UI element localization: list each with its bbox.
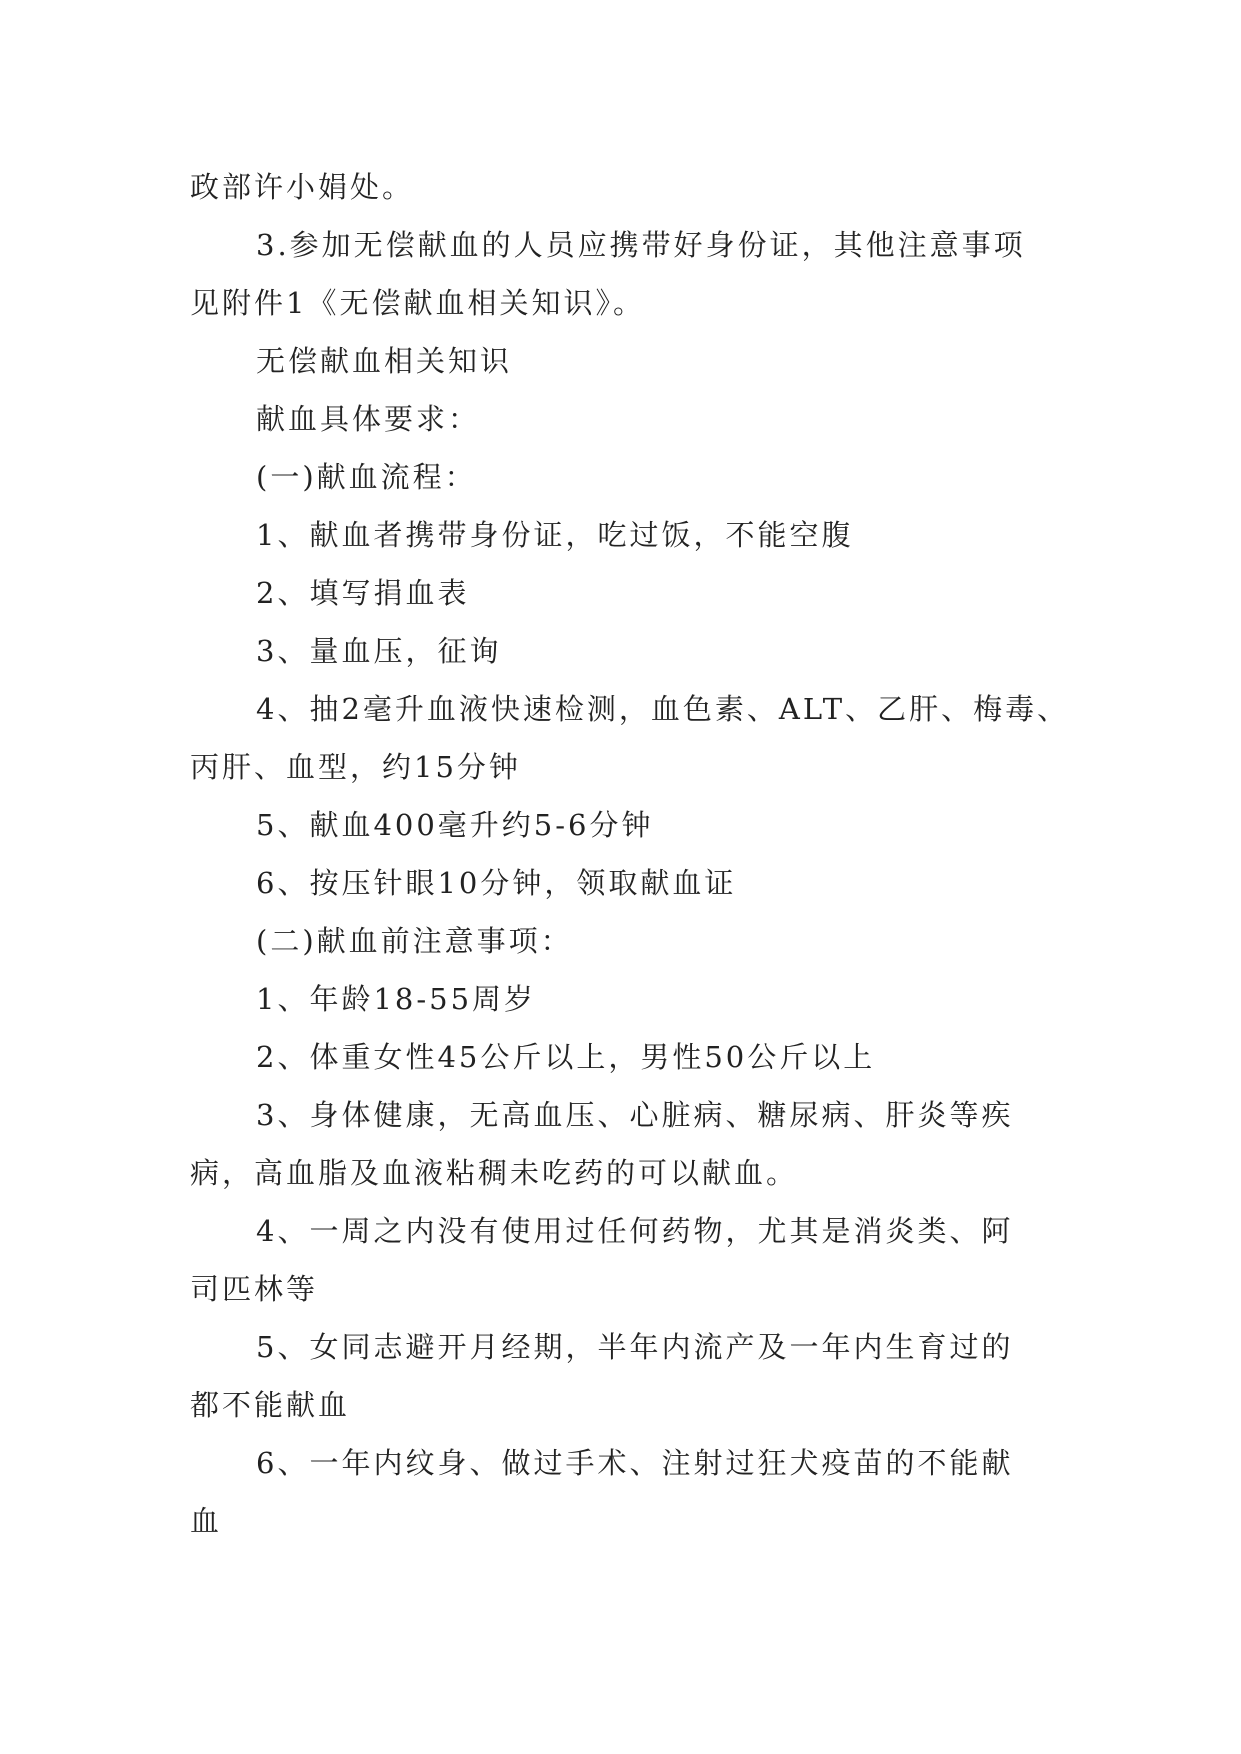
list-item: 2、填写捐血表 (256, 576, 470, 610)
list-item: 6、按压针眼10分钟，领取献血证 (256, 866, 737, 900)
list-item: 3、身体健康，无高血压、心脏病、糖尿病、肝炎等疾 (256, 1098, 1014, 1132)
text-line: 见附件1《无偿献血相关知识》。 (190, 286, 645, 320)
document-body (190, 158, 1070, 1550)
list-item-continuation: 血 (190, 1504, 223, 1538)
list-item: 5、女同志避开月经期，半年内流产及一年内生育过的 (256, 1330, 1014, 1364)
subsection-heading: 献血具体要求： (256, 402, 481, 436)
list-item: 1、献血者携带身份证，吃过饭，不能空腹 (256, 518, 854, 552)
list-item: 4、抽2毫升血液快速检测，血色素、ALT、乙肝、梅毒、 (256, 692, 1070, 726)
list-item: 6、一年内纹身、做过手术、注射过狂犬疫苗的不能献 (256, 1446, 1014, 1480)
list-heading: (一)献血流程： (256, 460, 477, 494)
list-heading: (二)献血前注意事项： (256, 924, 573, 958)
list-item-continuation: 病，高血脂及血液粘稠未吃药的可以献血。 (190, 1156, 799, 1190)
list-item: 1、年龄18-55周岁 (256, 982, 537, 1016)
section-heading: 无偿献血相关知识 (256, 344, 513, 378)
list-item: 3、量血压，征询 (256, 634, 502, 668)
list-item: 2、体重女性45公斤以上，男性50公斤以上 (256, 1040, 876, 1074)
text-line: 3.参加无偿献血的人员应携带好身份证，其他注意事项 (256, 228, 1026, 262)
text-line: 政部许小娟处。 (190, 170, 415, 204)
list-item-continuation: 都不能献血 (190, 1388, 351, 1422)
list-item: 4、一周之内没有使用过任何药物，尤其是消炎类、阿 (256, 1214, 1014, 1248)
list-item: 5、献血400毫升约5-6分钟 (256, 808, 654, 842)
list-item-continuation: 司匹林等 (190, 1272, 319, 1306)
list-item-continuation: 丙肝、血型，约15分钟 (190, 750, 521, 784)
